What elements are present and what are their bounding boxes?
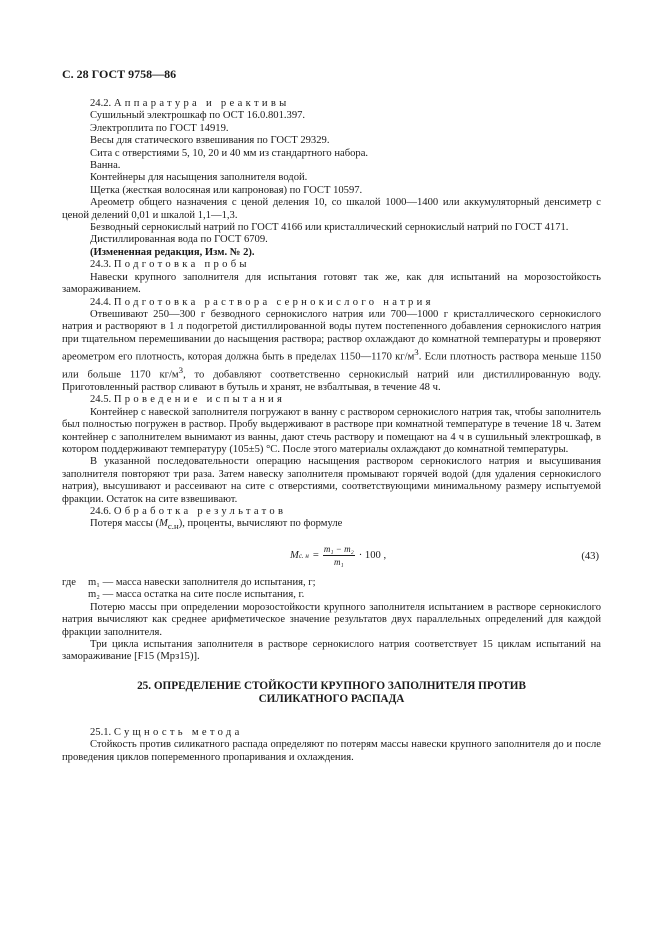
formula-tail: · 100 , xyxy=(358,549,387,561)
section-title: Подготовка раствора сернокислого натрия xyxy=(113,296,434,308)
section-24-4-text xyxy=(62,309,601,395)
where-label: где xyxy=(62,576,76,588)
section-24-5-paragraph-1: Контейнер с навеской заполнителя погружают в ванну с раствором сернокислого натрия так, чтобы заполнитель был полностью погружен в раствор. Пробу выдерживают в растворе при комнатной температуре в течение 18 ч. Затем контейнер с заполнителем вынимают из ванны, дают стечь раствору и помещают на 4 ч в сушильный электрошкаф, в котором поддерживают температуру (105±5) °С. После этого материалы охлаждают до комнатной температуры. xyxy=(62,406,601,456)
legend-text: m₁ — масса навески заполнителя до испытания, г; xyxy=(88,576,316,588)
page-header: С. 28 ГОСТ 9758—86 xyxy=(62,67,177,81)
sulfate-paragraph: Безводный сернокислый натрий по ГОСТ 4166 или кристаллический сернокислый натрий по ГОСТ 4171. xyxy=(90,222,569,234)
formula-43 xyxy=(62,539,601,573)
superscript: 3 xyxy=(414,347,419,358)
section-title: Сущность метода xyxy=(113,726,243,738)
text-part: . Если плотность раствора меньше 1150 или больше 1170 кг/м xyxy=(62,351,601,381)
superscript: 3 xyxy=(178,365,184,376)
formula-numerator: m₁ − m₂ xyxy=(323,543,355,556)
section-24-5-paragraph-2: В указанной последовательности операцию насыщения раствором сернокислого натрия и высушивания заполнителя повторяют три раза. Затем навеску заполнителя промывают горячей водой (для удаления сернокислого натрия), высушивают и рассеивают на сите с отверстиями, соответствующими минимальному размеру испытуемой фракции. Остаток на сите взвешивают. xyxy=(62,456,601,505)
areometer-paragraph: Ареометр общего назначения с ценой деления 10, со шкалой 1000—1400 или аккумуляторный денсиметр с ценой делений 0,01 и шкалой 1,1—1,3. xyxy=(62,197,601,221)
section-24-6-paragraph-2: Потерю массы при определении морозостойкости крупного заполнителя испытанием в растворе сернокислого натрия вычисляют как среднее арифметическое значение результатов двух параллельных определений для каждой фракции заполнителя. xyxy=(62,601,601,638)
equipment-item: Весы для статического взвешивания по ГОСТ 29329. xyxy=(90,135,330,147)
section-title: Аппаратура и реактивы xyxy=(113,98,290,109)
section-24-5-heading xyxy=(62,394,601,406)
equipment-item: Сушильный электрошкаф по ОСТ 16.0.801.397. xyxy=(90,110,306,122)
section-number: 24.6. xyxy=(90,506,112,518)
subscript: с.н xyxy=(167,521,179,532)
section-title-line: СИЛИКАТНОГО РАСПАДА xyxy=(258,693,405,706)
formula-intro xyxy=(62,518,601,533)
section-number: 24.4. xyxy=(90,296,112,308)
text-part: , то добавляют соответственно сернокислый натрий или дистиллированную воду. Приготовленный раствор сливают в бутыль и хранят, не взбалтывая, в течение 48 ч. xyxy=(62,369,601,393)
section-25-1-heading xyxy=(62,727,601,739)
section-number: 24.3. xyxy=(90,259,112,271)
section-24-2-heading xyxy=(62,98,601,110)
formula-number: (43) xyxy=(581,550,599,562)
section-25-title xyxy=(62,680,601,707)
section-24-3-text: Навески крупного заполнителя для испытания готовят так же, как для испытаний на морозостойкость замораживанием. xyxy=(62,271,601,296)
section-24-3-heading xyxy=(62,259,601,271)
document-body xyxy=(62,98,601,764)
section-title-line: 25. ОПРЕДЕЛЕНИЕ СТОЙКОСТИ КРУПНОГО ЗАПОЛНИТЕЛЯ ПРОТИВ xyxy=(137,679,526,692)
text-part: Отвешивают 250—300 г безводного сернокислого натрия или 700—1000 г кристаллического сернокислого натрия и растворяют в 1 л подогретой дистиллированной воды путем постепенного добавления сернокислого натрия при тщательном перемешивании до насыщения раствора; раствор охлаждают до комнатной температуры и проверяют ареометром его плотность, которая должна быть в пределах 1150—1170 кг/м xyxy=(62,308,601,363)
equipment-item: Ванна. xyxy=(90,160,121,172)
formula-denominator: m₁ xyxy=(334,557,344,568)
section-24-4-heading xyxy=(62,297,601,309)
equipment-item: Контейнеры для насыщения заполнителя водой. xyxy=(90,172,308,184)
water-paragraph: Дистиллированная вода по ГОСТ 6709. xyxy=(90,234,268,246)
text-part: Потеря массы ( xyxy=(90,518,159,530)
equipment-item: Электроплита по ГОСТ 14919. xyxy=(90,122,229,134)
formula-legend-2: m₂ — масса остатка на сите после испытания, г. xyxy=(88,589,305,601)
formula-lhs: M xyxy=(290,549,299,561)
section-25-1-text: Стойкость против силикатного распада определяют по потерям массы навески крупного заполнителя до и после проведения циклов попеременного пропаривания и охлаждения. xyxy=(62,739,601,763)
text-part: ), проценты, вычисляют по формуле xyxy=(178,518,343,530)
section-number: 24.2. xyxy=(90,98,112,109)
revision-note: (Измененная редакция, Изм. № 2). xyxy=(90,246,255,258)
section-title: Обработка результатов xyxy=(113,506,287,518)
section-title: Подготовка пробы xyxy=(113,259,250,271)
formula-equals: = xyxy=(312,549,319,561)
equipment-item: Щетка (жесткая волосяная или капроновая) по ГОСТ 10597. xyxy=(90,184,363,196)
symbol: M xyxy=(159,518,168,530)
section-number: 25.1. xyxy=(90,726,112,738)
section-24-6-heading xyxy=(62,506,601,518)
section-title: Проведение испытания xyxy=(113,394,286,406)
equipment-item: Сита с отверстиями 5, 10, 20 и 40 мм из стандартного набора. xyxy=(90,147,369,159)
formula-fraction xyxy=(323,543,355,569)
formula-lhs-sub: с. н xyxy=(298,551,309,560)
section-number: 24.5. xyxy=(90,394,112,406)
formula-expression xyxy=(290,543,386,569)
formula-legend-1 xyxy=(62,577,601,589)
section-24-6-paragraph-3: Три цикла испытания заполнителя в растворе сернокислого натрия соответствует 15 циклам испытаний на замораживание [F15 (Мрз15)]. xyxy=(62,639,601,663)
